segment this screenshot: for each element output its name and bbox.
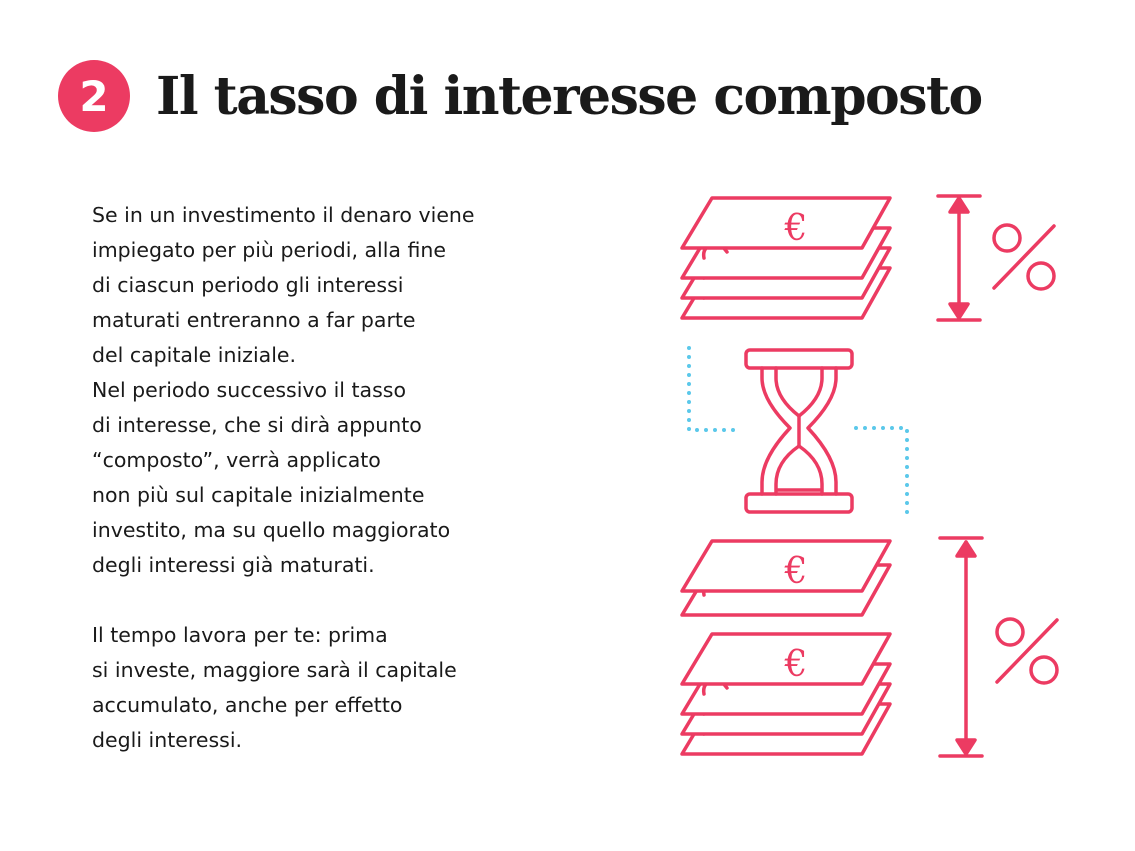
euro-symbol: € bbox=[784, 644, 808, 685]
body-text bbox=[92, 198, 612, 758]
text-line: accumulato, anche per effetto bbox=[92, 693, 403, 717]
text-line: non più sul capitale inizialmente bbox=[92, 483, 425, 507]
paragraph-2 bbox=[92, 618, 612, 758]
percent-icon bbox=[997, 619, 1057, 683]
text-line: di interesse, che si dirà appunto bbox=[92, 413, 422, 437]
text-line: Il tempo lavora per te: prima bbox=[92, 623, 388, 647]
text-line: Nel periodo successivo il tasso bbox=[92, 378, 407, 402]
text-line: impiegato per più periodi, alla fine bbox=[92, 238, 447, 262]
text-line: si investe, maggiore sarà il capitale bbox=[92, 658, 457, 682]
step-number-badge: 2 bbox=[58, 60, 130, 132]
compound-interest-illustration bbox=[650, 180, 1080, 780]
double-arrow-icon bbox=[940, 538, 982, 756]
euro-banknote-stack-icon bbox=[682, 198, 890, 318]
text-line: “composto”, verrà applicato bbox=[92, 448, 381, 472]
text-line: investito, ma su quello maggiorato bbox=[92, 518, 451, 542]
text-line: maturati entreranno a far parte bbox=[92, 308, 416, 332]
double-arrow-icon bbox=[938, 196, 980, 320]
paragraph-1 bbox=[92, 198, 612, 583]
euro-banknote-stack-icon bbox=[682, 634, 890, 754]
text-line: Se in un investimento il denaro viene bbox=[92, 203, 475, 227]
header bbox=[58, 58, 982, 134]
text-line: degli interessi. bbox=[92, 728, 243, 752]
hourglass-icon bbox=[746, 350, 852, 512]
text-line: di ciascun periodo gli interessi bbox=[92, 273, 404, 297]
text-line: del capitale iniziale. bbox=[92, 343, 297, 367]
euro-symbol: € bbox=[784, 551, 808, 592]
percent-icon bbox=[994, 225, 1054, 289]
page-title: Il tasso di interesse composto bbox=[156, 65, 982, 127]
euro-banknote-stack-icon bbox=[682, 541, 890, 615]
euro-symbol: € bbox=[784, 208, 808, 249]
text-line: degli interessi già maturati. bbox=[92, 553, 375, 577]
